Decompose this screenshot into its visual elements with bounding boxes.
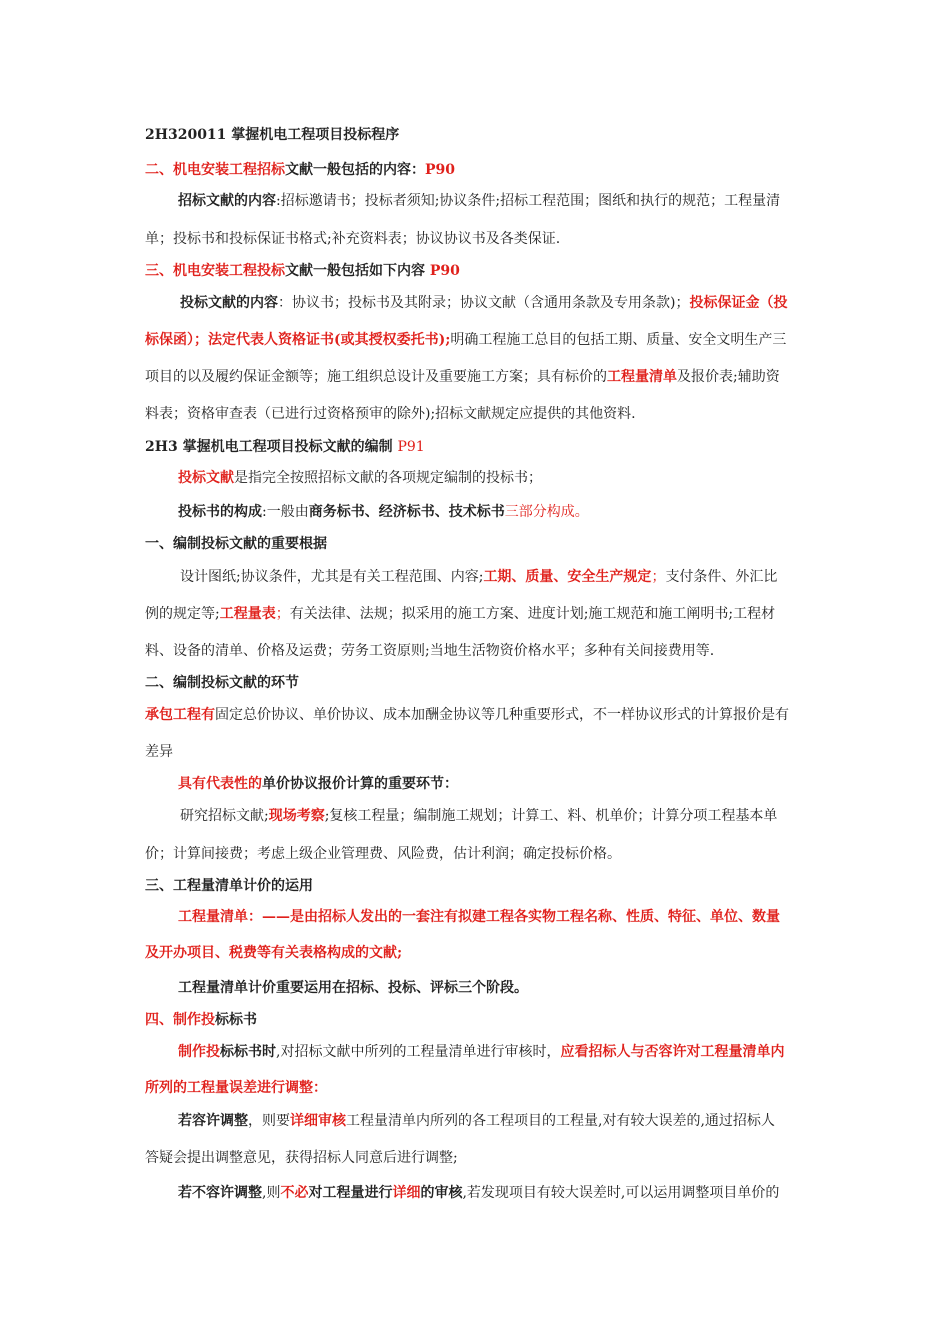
- text-run: 现场考察: [268, 808, 325, 824]
- text-run: 明确工程施工总目的包括工期、质量、安全文明生产三: [450, 332, 787, 348]
- text-run: 若不容许调整: [178, 1185, 262, 1201]
- subheading: [145, 877, 815, 895]
- text-run: 应看招标人与否容许对工程量清单内: [560, 1044, 785, 1060]
- paragraph-line: [178, 192, 815, 210]
- text-run: ,对招标文献中所列的工程量清单进行审核时，: [276, 1044, 561, 1060]
- text-run: 不必: [280, 1185, 309, 1201]
- text-run: 投标保证金（投: [689, 295, 788, 311]
- text-run: ,则: [262, 1185, 281, 1201]
- text-run: 固定总价协议、单价协议、成本加酬金协议等几种重要形式，不一样协议形式的计算报价是有: [215, 707, 789, 723]
- text-run: :招标邀请书；投标者须知;协议条件;招标工程范围；图纸和执行的规范；工程量清: [276, 193, 781, 209]
- paragraph-line: [145, 368, 815, 386]
- text-run: 三部分构成。: [504, 504, 589, 520]
- paragraph-line: [178, 469, 815, 487]
- subheading: [145, 674, 815, 692]
- section-heading: [145, 438, 815, 456]
- paragraph-line: [145, 331, 815, 349]
- text-run: 设计图纸;协议条件，尤其是有关工程范围、内容;: [180, 569, 484, 585]
- text-run: 所列的工程量误差进行调整：: [145, 1080, 327, 1096]
- text-run: ,若发现项目有较大误差时,可以运用调整项目单价的: [462, 1185, 780, 1201]
- text-run: 标标书时: [220, 1044, 276, 1060]
- text-run: 工程量清单计价重要运用在招标、投标、评标三个阶段。: [178, 980, 528, 996]
- text-run: 招标文献的内容: [178, 193, 276, 209]
- paragraph-line: [145, 845, 815, 863]
- text-run: 2H320011 掌握机电工程项目投标程序: [145, 127, 400, 143]
- subheading-tender-docs: [145, 262, 815, 280]
- text-run: 详细: [392, 1185, 421, 1201]
- text-run: 及开办项目、税费等有关表格构成的文献;: [145, 945, 403, 961]
- text-run: P90: [429, 263, 460, 279]
- text-run: 标保函）；法定代表人资格证书(或其授权委托书);: [145, 332, 451, 348]
- text-run: 差异: [145, 744, 173, 760]
- paragraph-line: [178, 908, 815, 926]
- subheading-bidding-docs: [145, 161, 815, 179]
- paragraph-line: [145, 405, 815, 423]
- text-run: 单价协议报价计算的重要环节：: [262, 776, 458, 792]
- paragraph-line: [145, 706, 815, 724]
- text-run: 研究招标文献;: [180, 808, 269, 824]
- text-run: ：协议书；投标书及其附录；协议文献（含通用条款及专用条款)；: [278, 295, 690, 311]
- text-run: 具有代表性的: [178, 776, 262, 792]
- text-run: 对工程量进行: [308, 1185, 393, 1201]
- text-run: 承包工程有: [145, 707, 215, 723]
- paragraph-line: [145, 1149, 815, 1167]
- paragraph-line: [145, 605, 815, 623]
- text-run: 四、制作投: [145, 1012, 215, 1028]
- text-run: 二、编制投标文献的环节: [145, 675, 299, 691]
- subheading: [145, 535, 815, 553]
- text-run: 制作投: [178, 1044, 220, 1060]
- paragraph-line: [145, 743, 815, 761]
- text-run: 例的规定等;: [145, 606, 220, 622]
- text-run: 项目的以及履约保证金额等；施工组织总设计及重要施工方案；具有标价的: [145, 369, 607, 385]
- text-run: 有关法律、法规；拟采用的施工方案、进度计划;施工规范和施工阐明书;工程材: [289, 606, 776, 622]
- text-run: 标标书: [215, 1012, 257, 1028]
- text-run: P90: [425, 162, 456, 178]
- text-run: ；: [651, 569, 666, 585]
- paragraph-line: [180, 294, 815, 312]
- text-run: 二、机电安装工程招标: [145, 162, 285, 178]
- paragraph-line: [145, 642, 815, 660]
- text-run: 投标文献的内容: [180, 295, 278, 311]
- text-run: 料表；资格审查表（已进行过资格预审的除外);招标文献规定应提供的其他资料.: [145, 406, 636, 422]
- text-run: P91: [397, 439, 425, 455]
- text-run: ；: [275, 606, 290, 622]
- text-run: 工程量清单：——是由招标人发出的一套注有拟建工程各实物工程名称、性质、特征、单位、数量: [178, 909, 780, 925]
- paragraph-line: [145, 230, 815, 248]
- text-run: 工期、质量、安全生产规定: [483, 569, 652, 585]
- text-run: 文献一般包括的内容：: [285, 162, 425, 178]
- text-run: 价；计算间接费；考虑上级企业管理费、风险费，估计利润；确定投标价格。: [145, 846, 621, 862]
- section-heading: [145, 126, 815, 144]
- subheading: [145, 1011, 815, 1029]
- text-run: 工程量清单: [607, 369, 677, 385]
- paragraph-line: [178, 1112, 815, 1130]
- text-run: 工程量清单内所列的各工程项目的工程量,对有较大误差的,通过招标人: [346, 1113, 775, 1129]
- paragraph-line: [180, 568, 815, 586]
- text-run: 若容许调整: [178, 1113, 248, 1129]
- text-run: 的审核: [420, 1185, 463, 1201]
- text-run: 单；投标书和投标保证书格式;补充资料表；协议协议书及各类保证.: [145, 231, 561, 247]
- paragraph-line: [178, 1184, 815, 1202]
- text-run: 商务标书、经济标书、技术标书: [308, 504, 505, 520]
- text-run: :一般由: [262, 504, 309, 520]
- paragraph-line: [145, 944, 815, 962]
- paragraph-line: [180, 807, 815, 825]
- paragraph-line: [178, 979, 815, 997]
- text-run: 详细审核: [290, 1113, 346, 1129]
- text-run: ，则要: [248, 1113, 290, 1129]
- paragraph-line: [178, 1043, 815, 1061]
- text-run: 三、工程量清单计价的运用: [145, 878, 313, 894]
- text-run: 三、机电安装工程投标: [145, 263, 285, 279]
- paragraph-line: [145, 1079, 815, 1097]
- text-run: 投标书的构成: [178, 504, 262, 520]
- text-run: 及报价表;辅助资: [677, 369, 780, 385]
- text-run: 一、编制投标文献的重要根据: [145, 536, 327, 552]
- text-run: 料、设备的清单、价格及运费；劳务工资原则;当地生活物资价格水平；多种有关间接费用等.: [145, 643, 715, 659]
- text-run: 支付条件、外汇比: [665, 569, 778, 585]
- text-run: 投标文献: [178, 470, 234, 486]
- text-run: 文献一般包括如下内容: [285, 263, 430, 279]
- text-run: 是指完全按照招标文献的各项规定编制的投标书；: [234, 470, 542, 486]
- paragraph-line: [178, 503, 815, 521]
- text-run: ;复核工程量；编制施工规划；计算工、料、机单价；计算分项工程基本单: [324, 808, 778, 824]
- text-run: 工程量表: [219, 606, 276, 622]
- text-run: 2H3 掌握机电工程项目投标文献的编制: [145, 439, 398, 455]
- paragraph-line: [178, 775, 815, 793]
- text-run: 答疑会提出调整意见，获得招标人同意后进行调整;: [145, 1150, 458, 1166]
